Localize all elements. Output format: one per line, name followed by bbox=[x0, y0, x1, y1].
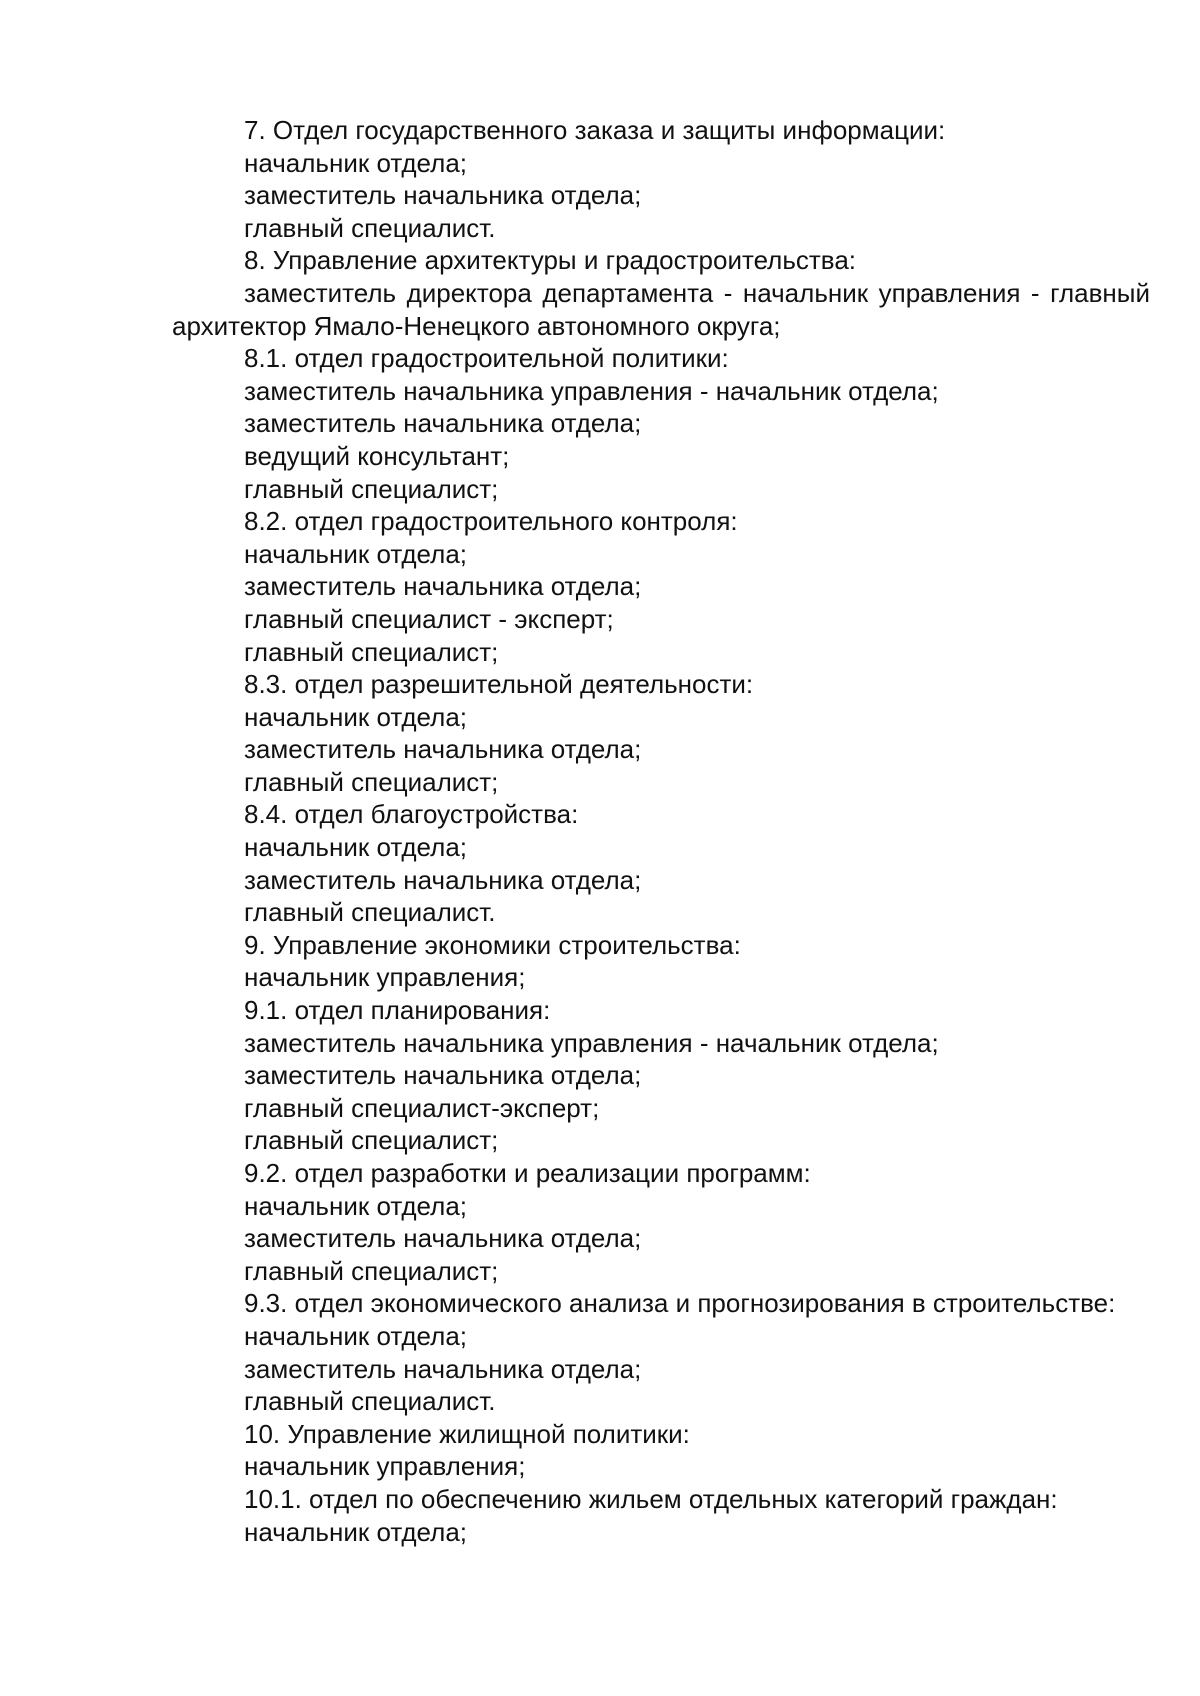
position-item: заместитель начальника управления - начальник отдела; bbox=[244, 1027, 939, 1058]
position-item: главный специалист; bbox=[244, 636, 499, 667]
position-item: начальник управления; bbox=[244, 1451, 526, 1482]
position-item: начальник отдела; bbox=[244, 1320, 468, 1351]
section-heading: 7. Отдел государственного заказа и защиты информации: bbox=[244, 115, 946, 145]
subsection-heading: 9.2. отдел разработки и реализации программ: bbox=[244, 1158, 811, 1188]
position-item: заместитель начальника отдела; bbox=[244, 180, 642, 211]
subsection-heading: 8.4. отдел благоустройства: bbox=[244, 799, 579, 830]
subsection-heading: 10.1. отдел по обеспечению жильем отдельных категорий граждан: bbox=[244, 1483, 1058, 1514]
position-item: главный специалист. bbox=[244, 212, 496, 243]
position-item: главный специалист - эксперт; bbox=[244, 603, 614, 634]
subsection-heading: 8.2. отдел градостроительного контроля: bbox=[244, 506, 738, 537]
position-item: начальник отдела; bbox=[244, 701, 468, 732]
position-item: главный специалист; bbox=[244, 1125, 499, 1156]
position-item: начальник отдела; bbox=[244, 1516, 468, 1547]
position-item: главный специалист-эксперт; bbox=[244, 1092, 600, 1123]
position-item: главный специалист. bbox=[244, 897, 496, 928]
position-item: заместитель начальника отдела; bbox=[244, 1223, 642, 1254]
subsection-heading: 8.1. отдел градостроительной политики: bbox=[244, 343, 729, 374]
position-item: заместитель начальника отдела; bbox=[244, 1060, 642, 1091]
section-heading: 9. Управление экономики строительства: bbox=[244, 929, 741, 960]
document-page bbox=[172, 114, 1150, 1548]
position-item: заместитель начальника отдела; bbox=[244, 408, 642, 439]
position-item: главный специалист; bbox=[244, 766, 499, 797]
position-item: заместитель начальника управления - начальник отдела; bbox=[244, 375, 939, 406]
position-item: начальник отдела; bbox=[244, 147, 468, 178]
subsection-heading: 8.3. отдел разрешительной деятельности: bbox=[244, 669, 754, 700]
position-item: начальник отдела; bbox=[244, 832, 468, 863]
position-item: начальник отдела; bbox=[244, 1190, 468, 1221]
position-item: заместитель начальника отдела; bbox=[244, 1353, 642, 1384]
position-item: ведущий консультант; bbox=[244, 440, 510, 471]
position-item: главный специалист; bbox=[244, 473, 499, 504]
position-item: заместитель начальника отдела; bbox=[244, 864, 642, 895]
subsection-heading: 9.1. отдел планирования: bbox=[244, 995, 551, 1026]
position-item: начальник управления; bbox=[244, 962, 526, 993]
position-item: заместитель начальника отдела; bbox=[244, 571, 642, 602]
position-item: главный специалист; bbox=[244, 1255, 499, 1286]
position-item: главный специалист. bbox=[244, 1386, 496, 1417]
position-item: заместитель директора департамента - начальник управления - главный архитектор Ямало-Ненецкого автономного округа; bbox=[172, 277, 1150, 341]
section-heading: 8. Управление архитектуры и градостроительства: bbox=[244, 245, 857, 276]
section-heading: 10. Управление жилищной политики: bbox=[244, 1418, 690, 1449]
position-item: начальник отдела; bbox=[244, 538, 468, 569]
position-item: заместитель начальника отдела; bbox=[244, 734, 642, 765]
subsection-heading: 9.3. отдел экономического анализа и прогнозирования в строительстве: bbox=[244, 1288, 1116, 1319]
